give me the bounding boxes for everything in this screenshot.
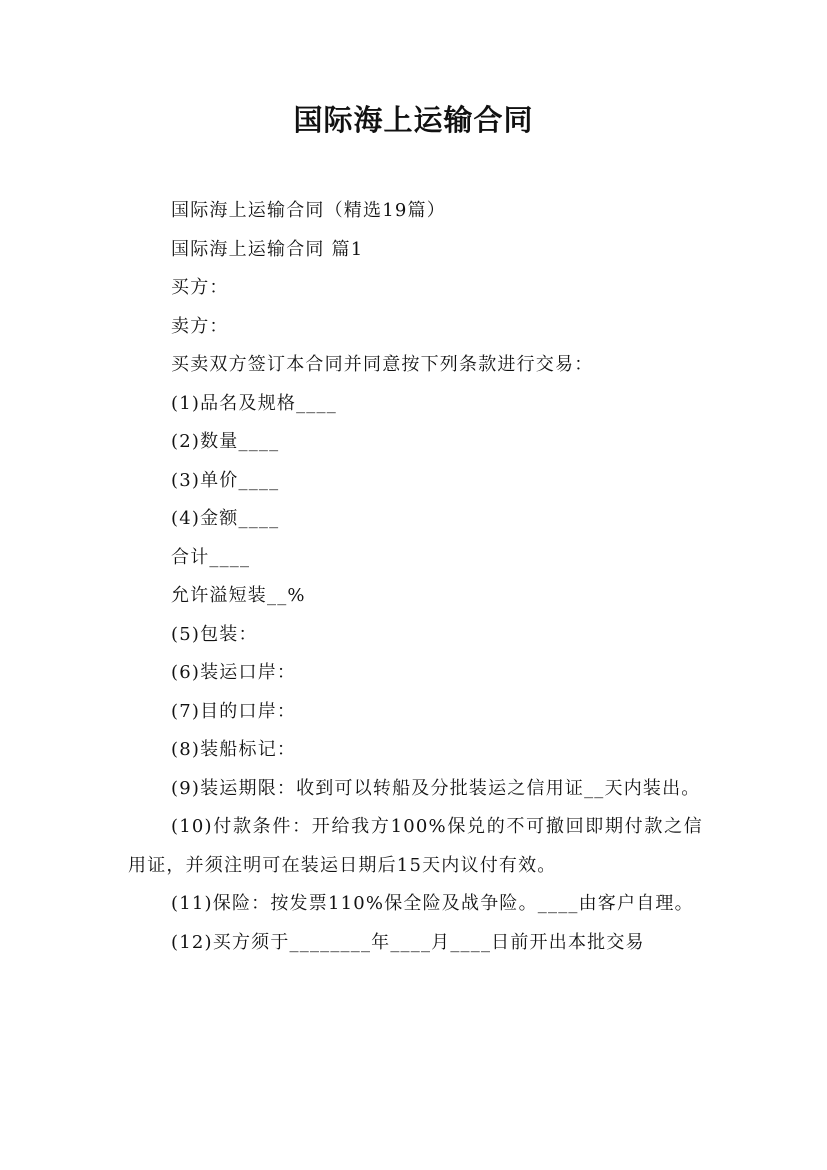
clause-unit-price: (3)单价____	[171, 469, 280, 491]
clause-item-spec: (1)品名及规格____	[171, 392, 337, 414]
paragraph-seller: 卖方：	[171, 315, 229, 337]
clause-insurance: (11)保险：按发票110%保全险及战争险。____由客户自理。	[171, 893, 694, 914]
clause-shipment-period: (9)装运期限：收到可以转船及分批装运之信用证__天内装出。	[171, 777, 701, 799]
clause-amount: (4)金额____	[171, 508, 280, 529]
clause-port-of-shipment: (6)装运口岸：	[171, 662, 297, 683]
clause-packing: (5)包装：	[171, 623, 258, 645]
paragraph-section-heading: 国际海上运输合同 篇1	[171, 238, 364, 260]
clause-quantity: (2)数量____	[171, 431, 280, 452]
paragraph-buyer: 买方：	[171, 277, 229, 298]
document-title: 国际海上运输合同	[293, 103, 534, 137]
clause-tolerance: 允许溢短装__%	[171, 585, 306, 606]
clause-shipping-marks: (8)装船标记：	[171, 739, 297, 760]
clause-payment-terms: (10)付款条件：开给我方100%保兑的不可撤回即期付款之信用证，并须注明可在装运日期后15天内议付有效。	[128, 816, 703, 876]
paragraph-agreement: 买卖双方签订本合同并同意按下列条款进行交易：	[171, 354, 594, 375]
clause-total: 合计____	[171, 546, 251, 568]
paragraph-subtitle: 国际海上运输合同（精选19篇）	[171, 200, 446, 221]
document-body	[128, 192, 703, 962]
clause-port-of-destination: (7)目的口岸：	[171, 700, 297, 722]
clause-letter-of-credit-deadline: (12)买方须于________年____月____日前开出本批交易	[171, 931, 645, 953]
